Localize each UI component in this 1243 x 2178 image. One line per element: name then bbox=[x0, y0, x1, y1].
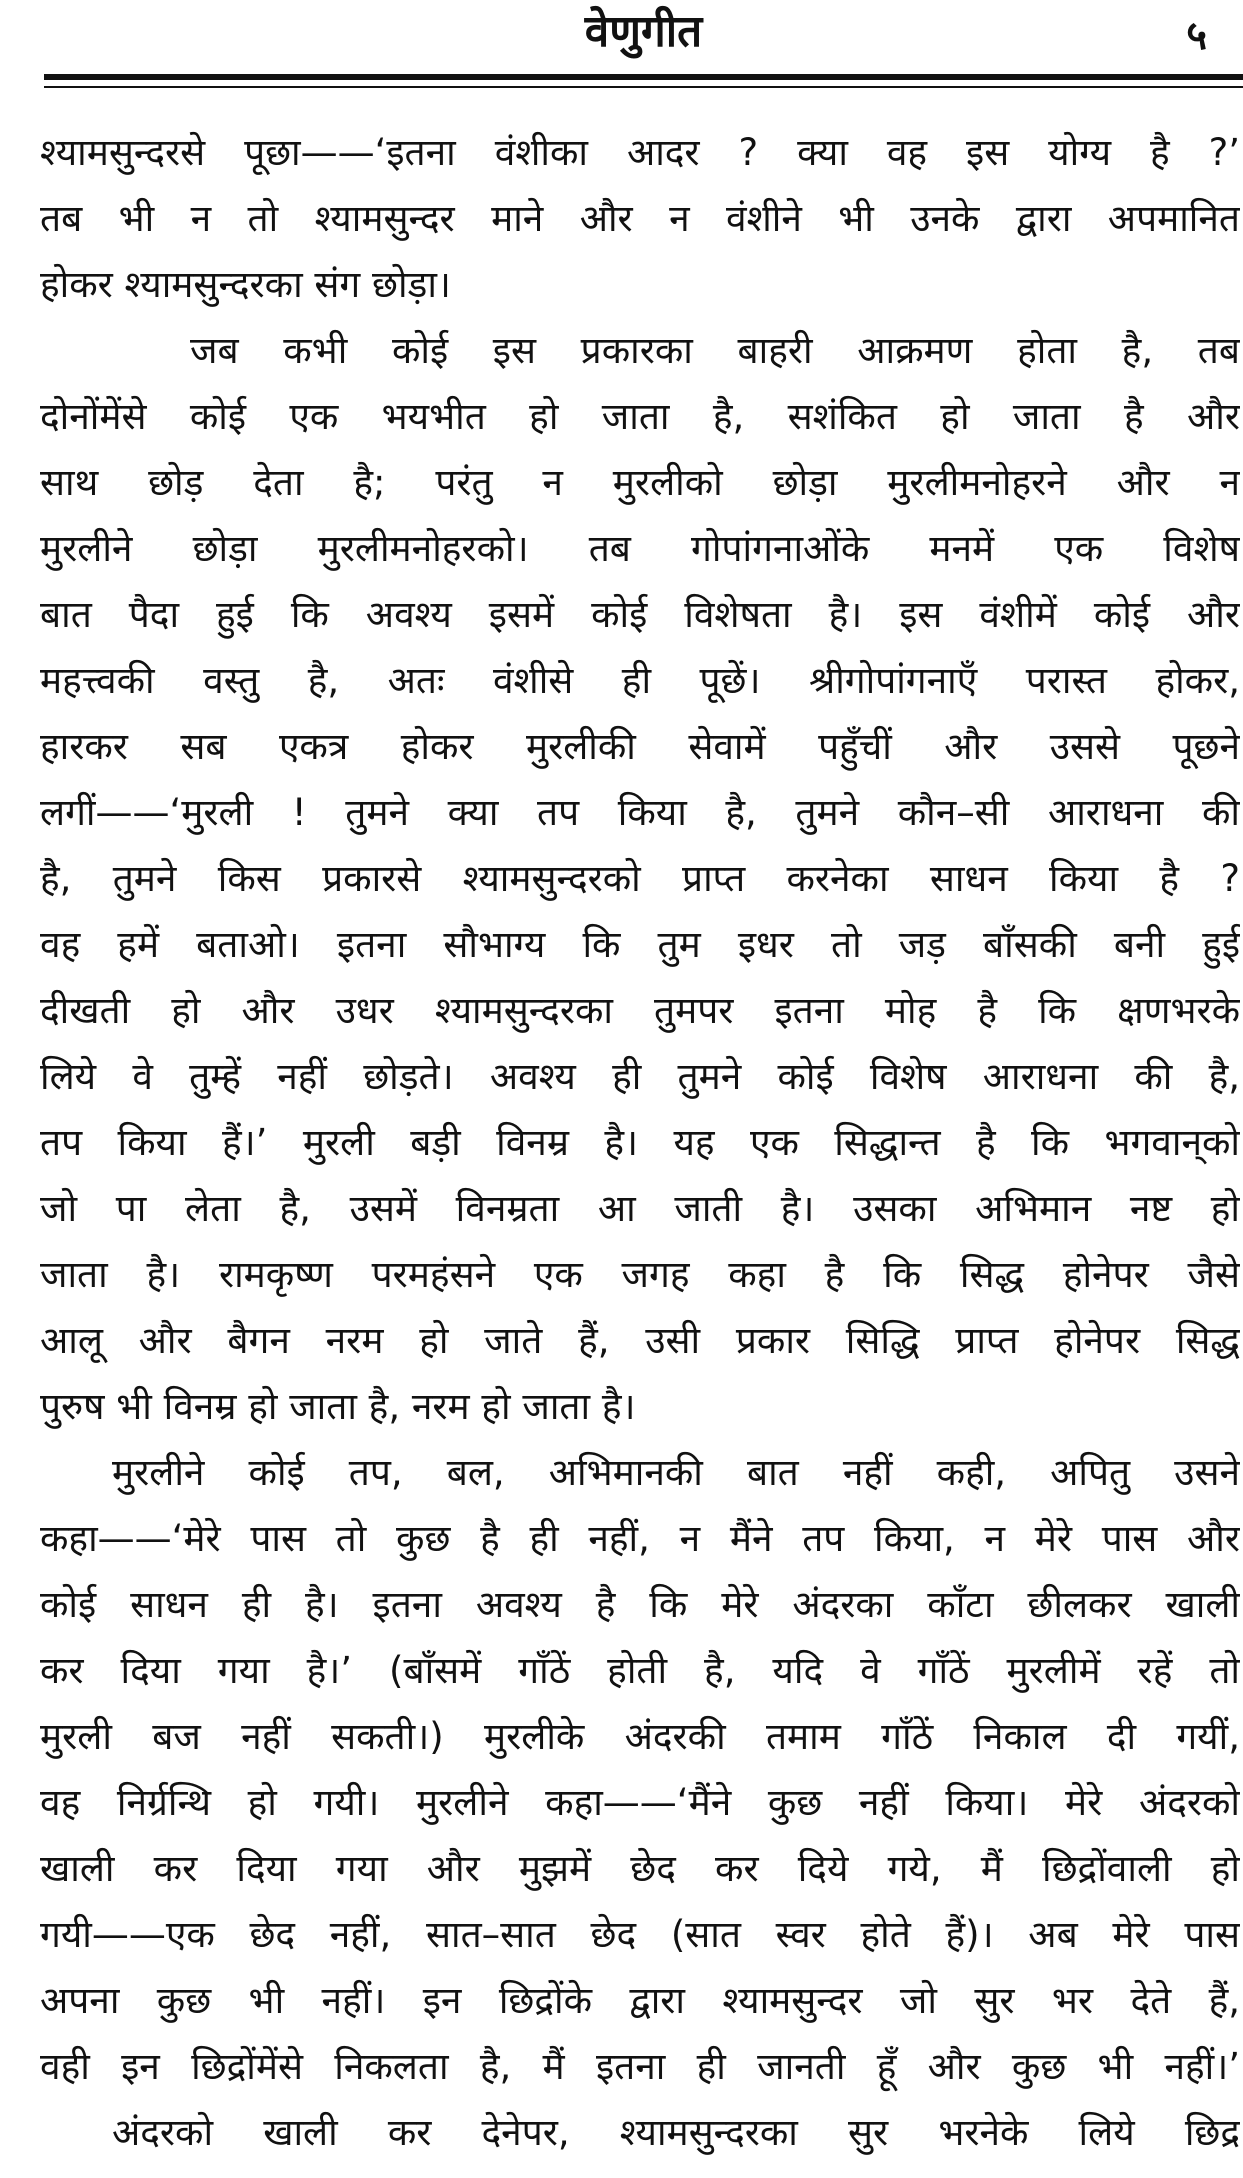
text-line: मुरली बज नहीं सकती।) मुरलीके अंदरकी तमाम गाँठें निकाल दी गयीं, bbox=[40, 1715, 1240, 1758]
text-line: कहा——‘मेरे पास तो कुछ है ही नहीं, न मैंने तप किया, न मेरे पास और bbox=[40, 1517, 1240, 1560]
text-line: बात पैदा हुई कि अवश्य इसमें कोई विशेषता है। इस वंशीमें कोई और bbox=[40, 593, 1240, 636]
text-line: लगीं——‘मुरली ! तुमने क्या तप किया है, तुमने कौन–सी आराधना की bbox=[40, 791, 1240, 834]
text-line: वही इन छिद्रोंमेंसे निकलता है, मैं इतना ही जानती हूँ और कुछ भी नहीं।’ bbox=[40, 2045, 1240, 2088]
text-line: मुरलीने कोई तप, बल, अभिमानकी बात नहीं कही, अपितु उसने bbox=[112, 1451, 1240, 1494]
text-line: कोई साधन ही है। इतना अवश्य है कि मेरे अंदरका काँटा छीलकर खाली bbox=[40, 1583, 1240, 1626]
page-header bbox=[44, 0, 1243, 74]
text-line: मुरलीने छोड़ा मुरलीमनोहरको। तब गोपांगनाओंके मनमें एक विशेष bbox=[40, 527, 1240, 570]
text-line: अपना कुछ भी नहीं। इन छिद्रोंके द्वारा श्यामसुन्दर जो सुर भर देते हैं, bbox=[40, 1979, 1240, 2022]
running-title: वेणुगीत bbox=[584, 6, 703, 57]
text-line: तप किया हैं।’ मुरली बड़ी विनम्र है। यह एक सिद्धान्त है कि भगवान्‌को bbox=[40, 1121, 1240, 1164]
text-line: श्यामसुन्दरसे पूछा——‘इतना वंशीका आदर ? क्या वह इस योग्य है ?’ bbox=[40, 131, 1240, 174]
body-text bbox=[40, 120, 1240, 2166]
text-line: हारकर सब एकत्र होकर मुरलीकी सेवामें पहुँचीं और उससे पूछने bbox=[40, 725, 1240, 768]
text-line: जो पा लेता है, उसमें विनम्रता आ जाती है। उसका अभिमान नष्ट हो bbox=[40, 1187, 1240, 1230]
text-line: वह निर्ग्रन्थि हो गयी। मुरलीने कहा——‘मैंने कुछ नहीं किया। मेरे अंदरको bbox=[40, 1781, 1240, 1824]
page-number: ५ bbox=[1186, 13, 1207, 59]
text-line: वह हमें बताओ। इतना सौभाग्य कि तुम इधर तो जड़ बाँसकी बनी हुई bbox=[40, 923, 1240, 966]
text-line: जब कभी कोई इस प्रकारका बाहरी आक्रमण होता है, तब bbox=[190, 329, 1240, 372]
text-line: होकर श्यामसुन्दरका संग छोड़ा। bbox=[40, 263, 451, 306]
text-line: आलू और बैगन नरम हो जाते हैं, उसी प्रकार सिद्धि प्राप्त होनेपर सिद्ध bbox=[40, 1319, 1240, 1362]
header-rule-thin bbox=[44, 86, 1243, 88]
text-line: तब भी न तो श्यामसुन्दर माने और न वंशीने भी उनके द्वारा अपमानित bbox=[40, 197, 1240, 240]
text-line: कर दिया गया है।’ (बाँसमें गाँठें होती है, यदि वे गाँठें मुरलीमें रहें तो bbox=[40, 1649, 1240, 1692]
text-line: महत्त्वकी वस्तु है, अतः वंशीसे ही पूछें। श्रीगोपांगनाएँ परास्त होकर, bbox=[40, 659, 1240, 702]
text-line: खाली कर दिया गया और मुझमें छेद कर दिये गये, मैं छिद्रोंवाली हो bbox=[40, 1847, 1240, 1890]
text-line: लिये वे तुम्हें नहीं छोड़ते। अवश्य ही तुमने कोई विशेष आराधना की है, bbox=[40, 1055, 1240, 1098]
header-rule-thick bbox=[44, 74, 1243, 80]
text-line: साथ छोड़ देता है; परंतु न मुरलीको छोड़ा मुरलीमनोहरने और न bbox=[40, 461, 1240, 504]
text-line: पुरुष भी विनम्र हो जाता है, नरम हो जाता है। bbox=[40, 1385, 636, 1428]
text-line: अंदरको खाली कर देनेपर, श्यामसुन्दरका सुर भरनेके लिये छिद्र bbox=[112, 2111, 1240, 2154]
text-line: गयी——एक छेद नहीं, सात–सात छेद (सात स्वर होते हैं)। अब मेरे पास bbox=[40, 1913, 1240, 1956]
text-line: दोनोंमेंसे कोई एक भयभीत हो जाता है, सशंकित हो जाता है और bbox=[40, 395, 1240, 438]
text-line: है, तुमने किस प्रकारसे श्यामसुन्दरको प्राप्त करनेका साधन किया है ? bbox=[40, 857, 1240, 900]
text-line: जाता है। रामकृष्ण परमहंसने एक जगह कहा है कि सिद्ध होनेपर जैसे bbox=[40, 1253, 1240, 1296]
text-line: दीखती हो और उधर श्यामसुन्दरका तुमपर इतना मोह है कि क्षणभरके bbox=[40, 989, 1240, 1032]
